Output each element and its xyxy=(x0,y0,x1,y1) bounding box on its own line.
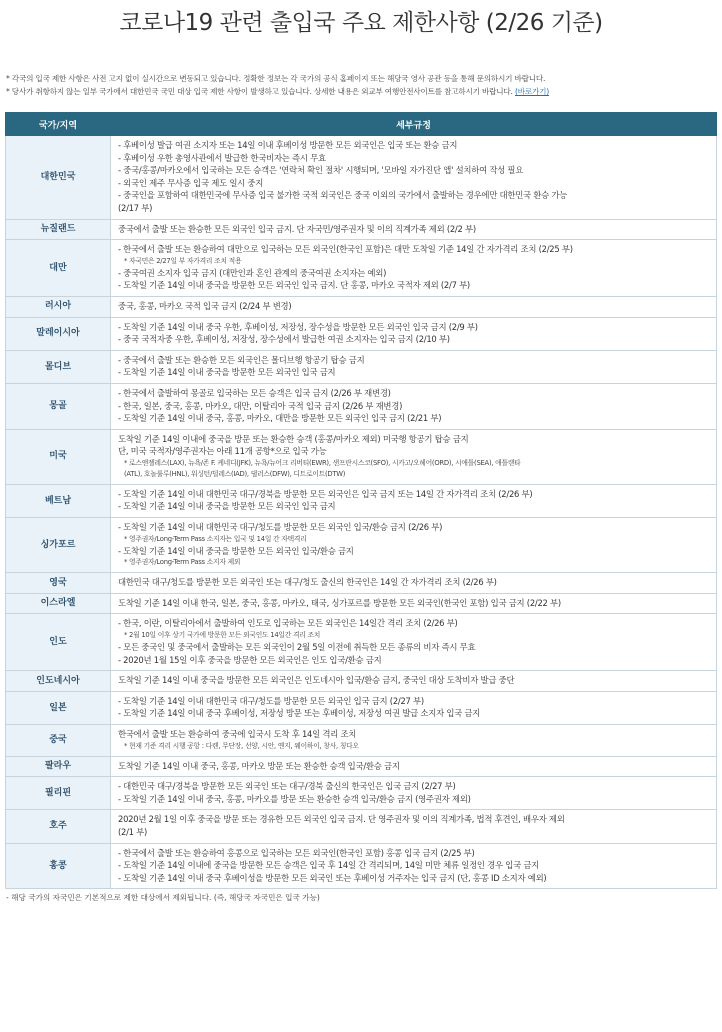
table-row xyxy=(6,756,717,777)
detail-line: - 도착일 기준 14일 이내 대한민국 대구/경북을 방문한 모든 외국인은 입국 금지 또는 14일 간 자가격리 조치 (2/26 부) xyxy=(118,488,533,499)
country-cell: 대만 xyxy=(6,240,111,297)
table-row xyxy=(6,484,717,517)
country-cell: 호주 xyxy=(6,810,111,843)
detail-line: - 도착일 기준 14일 이내 중국 후베이성, 저장성 방문 또는 후베이성, 저장성 여권 발급 소지자 입국 금지 xyxy=(118,708,481,719)
table-row xyxy=(6,810,717,843)
detail-line: - 중국여권 소지자 입국 금지 (대만인과 혼인 관계의 중국여권 소지자는 예외) xyxy=(118,267,387,278)
notice-line xyxy=(6,85,716,98)
detail-cell xyxy=(111,691,717,724)
country-cell: 뉴질랜드 xyxy=(6,219,111,240)
detail-line: 2020년 2월 1일 이후 중국을 방문 또는 경유한 모든 외국인 입국 금지. 단 영주권자 및 이의 직계가족, 법적 후견인, 배우자 제외 xyxy=(118,814,565,825)
detail-cell xyxy=(111,593,717,614)
detail-cell xyxy=(111,484,717,517)
notice-text-2: * 당사가 취항하지 않는 일부 국가에서 대한민국 국민 대상 입국 제한 사항이 발생하고 있습니다. 상세한 내용은 외교부 여행안전사이트를 참고하시기 바랍니다. xyxy=(6,87,513,96)
country-cell: 이스라엘 xyxy=(6,593,111,614)
detail-cell xyxy=(111,296,717,317)
detail-subnote: * 2월 10일 이후 상기 국가에 방문한 모든 외국인도 14일간 격리 조치 xyxy=(124,631,321,640)
detail-line: - 한국, 이란, 이탈리아에서 출발하여 인도로 입국하는 모든 외국인은 14일간 격리 조치 (2/26 부) xyxy=(118,618,458,629)
detail-subnote: * 영주권자/Long-Term Pass 소지자는 입국 및 14일 간 자택격리 xyxy=(124,534,307,543)
country-cell: 몰디브 xyxy=(6,350,111,383)
detail-line: - 도착일 기준 14일 이내 중국, 홍콩, 마카오, 대만을 방문한 모든 외국인 입국 금지 (2/21 부) xyxy=(118,413,442,424)
restrictions-table xyxy=(5,112,717,889)
detail-line: - 2020년 1월 15일 이후 중국을 방문한 모든 외국인은 인도 입국/환승 금지 xyxy=(118,654,382,665)
footnote: - 해당 국가의 자국민은 기본적으로 제한 대상에서 제외됩니다. (즉, 해당국 자국민은 입국 가능) xyxy=(6,893,320,903)
detail-line: - 도착일 기준 14일 이내 중국을 방문한 모든 외국인 입국 금지 xyxy=(118,501,336,512)
country-cell: 필리핀 xyxy=(6,777,111,810)
detail-line: - 중국 국적자중 우한, 후베이성, 저장성, 장수성에서 발급한 여권 소지자는 입국 금지 (2/10 부) xyxy=(118,334,450,345)
table-row xyxy=(6,725,717,757)
table-row xyxy=(6,383,717,429)
detail-cell xyxy=(111,756,717,777)
detail-cell xyxy=(111,136,717,220)
detail-line: 단, 미국 국적자/영주권자는 아래 11개 공항*으로 입국 가능 xyxy=(118,446,327,457)
table-row xyxy=(6,518,717,573)
table-row xyxy=(6,614,717,671)
detail-cell xyxy=(111,573,717,594)
notice-text-1: * 각국의 입국 제한 사항은 사전 고지 없이 실시간으로 변동되고 있습니다. 정확한 정보는 각 국가의 공식 홈페이지 또는 해당국 영사 공관 등을 통해 문의하시기 바랍니다. xyxy=(6,74,546,83)
table-row xyxy=(6,429,717,484)
detail-line: - 중국에서 출발 또는 환승한 모든 외국인은 몰디브행 항공기 탑승 금지 xyxy=(118,354,365,365)
table-row xyxy=(6,593,717,614)
detail-line: - 중국인을 포함하여 대한민국에 무사증 입국 불가한 국적 외국인은 중국 이외의 국가에서 출발하는 경우에만 대한민국 환승 가능 xyxy=(118,190,568,201)
detail-line: 도착일 기준 14일 이내에 중국을 방문 또는 환승한 승객 (홍콩/마카오 제외) 미국행 항공기 탑승 금지 xyxy=(118,433,469,444)
detail-line: - 외국인 제주 무사증 입국 제도 일시 중지 xyxy=(118,177,264,188)
detail-line: 중국, 홍콩, 마카오 국적 입국 금지 (2/24 부 변경) xyxy=(118,300,292,311)
detail-line: - 중국/홍콩/마카오에서 입국하는 모든 승객은 '연락처 확인 절차' 시행되며, '모바일 자가진단 앱' 설치하여 작성 필요 xyxy=(118,165,524,176)
detail-subnote: * 로스앤젤레스(LAX), 뉴욕/존 F. 케네디(JFK), 뉴욕/뉴어크 리버티(EWR), 샌프란시스코(SFO), 시카고/오헤어(ORD), 시애틀(SEA), 애틀랜타 xyxy=(124,458,521,467)
table-row xyxy=(6,296,717,317)
notice-line xyxy=(6,72,716,85)
table-body xyxy=(6,136,717,889)
notice-section xyxy=(0,46,722,106)
country-cell: 대한민국 xyxy=(6,136,111,220)
detail-line: - 후베이성 발급 여권 소지자 또는 14일 이내 후베이성 방문한 모든 외국인은 입국 또는 환승 금지 xyxy=(118,140,458,150)
detail-cell xyxy=(111,219,717,240)
country-cell: 말레이시아 xyxy=(6,317,111,350)
detail-subnote: (ATL), 호놀룰루(HNL), 워싱턴/덜레스(IAD), 댈러스(DFW), 디트로이트(DTW) xyxy=(124,469,346,478)
detail-line: 도착일 기준 14일 이내 중국을 방문한 모든 외국인은 인도네시아 입국/환승 금지, 중국인 대상 도착비자 발급 중단 xyxy=(118,675,515,686)
detail-line: - 한국에서 출발 또는 환승하여 대만으로 입국하는 모든 외국인(한국인 포함)은 대만 도착일 기준 14일 간 자가격리 조치 (2/25 부) xyxy=(118,244,573,255)
column-header-detail: 세부규정 xyxy=(111,113,717,136)
page-title: 코로나19 관련 출입국 주요 제한사항 (2/26 기준) xyxy=(119,10,603,36)
detail-line: - 모든 중국인 및 중국에서 출발하는 모든 외국인이 2월 5일 이전에 취득한 모든 종류의 비자 즉시 무효 xyxy=(118,642,476,653)
detail-cell xyxy=(111,429,717,484)
detail-cell xyxy=(111,614,717,671)
country-cell: 인도네시아 xyxy=(6,671,111,692)
table-row xyxy=(6,691,717,724)
detail-subnote: * 현재 기준 격리 시행 공항 : 다롄, 무단장, 선양, 시안, 옌지, 웨이하이, 창사, 칭다오 xyxy=(124,741,359,750)
detail-cell xyxy=(111,383,717,429)
country-cell: 몽골 xyxy=(6,383,111,429)
detail-line: - 대한민국 대구/경북을 방문한 모든 외국인 또는 대구/경북 출신의 한국인은 입국 금지 (2/27 부) xyxy=(118,781,456,792)
detail-cell xyxy=(111,810,717,843)
column-header-country: 국가/지역 xyxy=(6,113,111,136)
country-cell: 싱가포르 xyxy=(6,518,111,573)
table-row xyxy=(6,843,717,889)
detail-line: - 한국에서 출발하여 몽골로 입국하는 모든 승객은 입국 금지 (2/26 부 재변경) xyxy=(118,387,391,398)
detail-line: - 도착일 기준 14일 이내 중국, 홍콩, 마카오를 방문 또는 환승한 승객 입국/환승 금지 (영주권자 제외) xyxy=(118,793,471,804)
country-cell: 영국 xyxy=(6,573,111,594)
detail-cell xyxy=(111,518,717,573)
detail-line: - 한국에서 출발 또는 환승하여 홍콩으로 입국하는 모든 외국인(한국인 포함) 홍콩 입국 금지 (2/25 부) xyxy=(118,847,475,858)
detail-line: - 도착일 기준 14일 이내 대한민국 대구/청도를 방문한 모든 외국인 입국 금지 (2/27 부) xyxy=(118,695,424,706)
table-row xyxy=(6,573,717,594)
table-row xyxy=(6,136,717,220)
country-cell: 베트남 xyxy=(6,484,111,517)
detail-line: 도착일 기준 14일 이내 한국, 일본, 중국, 홍콩, 마카오, 태국, 싱가포르를 방문한 모든 외국인(한국인 포함) 입국 금지 (2/22 부) xyxy=(118,597,561,608)
table-row xyxy=(6,317,717,350)
detail-cell xyxy=(111,240,717,297)
detail-line: 대한민국 대구/청도를 방문한 모든 외국인 또는 대구/청도 출신의 한국인은 14일 간 자가격리 조치 (2/26 부) xyxy=(118,577,497,588)
detail-line: - 도착일 기준 14일 이내 중국 우한, 후베이성, 저장성, 장수성을 방문한 모든 외국인 입국 금지 (2/9 부) xyxy=(118,321,478,332)
detail-cell xyxy=(111,777,717,810)
table-row xyxy=(6,671,717,692)
table-row xyxy=(6,240,717,297)
country-cell: 일본 xyxy=(6,691,111,724)
detail-line: (2/1 부) xyxy=(118,826,148,837)
detail-line: 중국에서 출발 또는 환승한 모든 외국인 입국 금지. 단 자국민/영주권자 및 이의 직계가족 제외 (2/2 부) xyxy=(118,223,476,234)
detail-line: - 도착일 기준 14일 이내에 중국을 방문한 모든 승객은 입국 후 14일 간 격리되며, 14일 미만 체류 일정인 경우 입국 금지 xyxy=(118,860,540,871)
country-cell: 홍콩 xyxy=(6,843,111,889)
detail-subnote: * 자국민은 2/27일 부 자가격리 조치 적용 xyxy=(124,256,242,265)
detail-line: - 한국, 일본, 중국, 홍콩, 마카오, 대만, 이탈리아 국적 입국 금지 (2/26 부 재변경) xyxy=(118,400,403,411)
shortcut-link[interactable]: (바로가기) xyxy=(514,87,550,96)
detail-subnote: * 영주권자/Long-Term Pass 소지자 제외 xyxy=(124,558,241,567)
detail-line: 도착일 기준 14일 이내 중국, 홍콩, 마카오 방문 또는 환승한 승객 입국/환승 금지 xyxy=(118,760,400,771)
country-cell: 인도 xyxy=(6,614,111,671)
detail-line: - 도착일 기준 14일 이내 대한민국 대구/청도를 방문한 모든 외국인 입국/환승 금지 (2/26 부) xyxy=(118,522,443,533)
country-cell: 중국 xyxy=(6,725,111,757)
detail-line: (2/17 부) xyxy=(118,202,153,213)
detail-line: - 후베이성 우한 총영사관에서 발급한 한국비자는 즉시 무효 xyxy=(118,152,326,163)
detail-line: - 도착일 기준 14일 이내 중국 후베이성을 방문한 모든 외국인 또는 후베이성 거주자는 입국 금지 (단, 홍콩 ID 소지자 예외) xyxy=(118,872,547,883)
table-row xyxy=(6,219,717,240)
detail-cell xyxy=(111,317,717,350)
detail-line: - 도착일 기준 14일 이내 중국을 방문한 모든 외국인 입국 금지 xyxy=(118,367,336,378)
country-cell: 러시아 xyxy=(6,296,111,317)
detail-line: - 도착일 기준 14일 이내 중국을 방문한 모든 외국인 입국 금지. 단 홍콩, 마카오 국적자 제외 (2/7 부) xyxy=(118,280,470,291)
detail-line: - 도착일 기준 14일 이내 중국을 방문한 모든 외국인 입국/환승 금지 xyxy=(118,545,354,556)
table-row xyxy=(6,777,717,810)
detail-cell xyxy=(111,350,717,383)
detail-cell xyxy=(111,725,717,757)
table-row xyxy=(6,350,717,383)
table-header-row xyxy=(6,113,717,136)
country-cell: 팔라우 xyxy=(6,756,111,777)
country-cell: 미국 xyxy=(6,429,111,484)
detail-line: 한국에서 출발 또는 환승하여 중국에 입국시 도착 후 14일 격리 조치 xyxy=(118,729,357,739)
detail-cell xyxy=(111,671,717,692)
detail-cell xyxy=(111,843,717,889)
